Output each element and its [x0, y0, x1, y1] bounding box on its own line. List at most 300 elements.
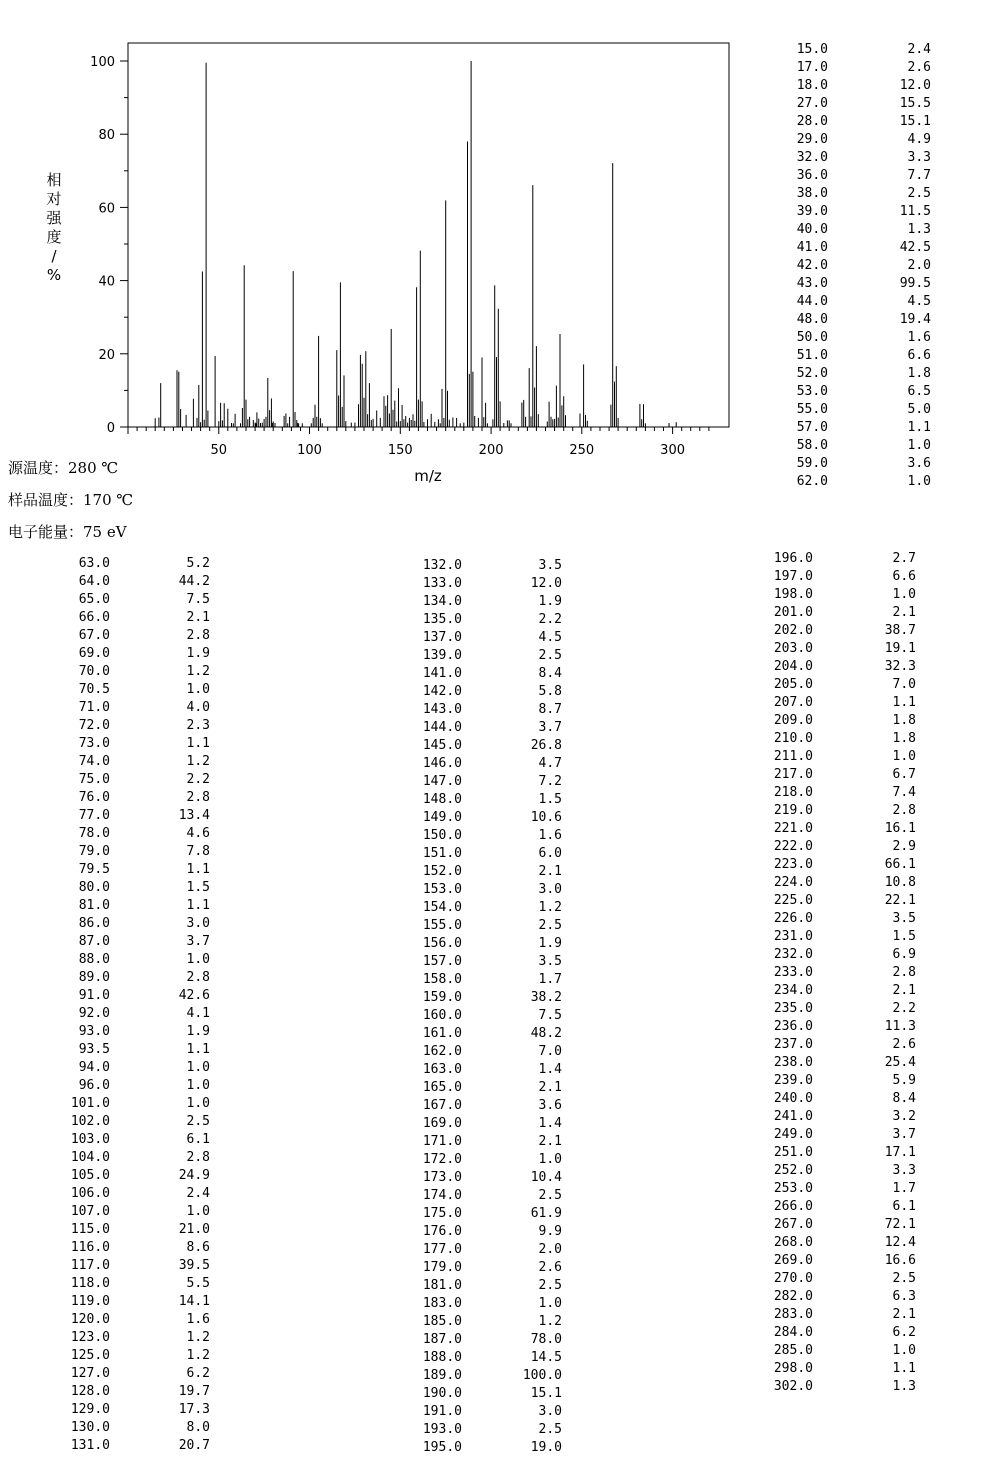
mz-value: 50.0 [796, 330, 828, 345]
mz-value: 191.0 [422, 1404, 462, 1419]
intensity-value: 1.1 [186, 736, 210, 751]
intensity-value: 12.4 [884, 1235, 916, 1250]
mz-value: 156.0 [422, 936, 462, 951]
mz-value: 75.0 [78, 772, 110, 787]
mz-value: 42.0 [796, 258, 828, 273]
intensity-value: 7.8 [186, 844, 210, 859]
mz-value: 253.0 [773, 1181, 813, 1196]
intensity-value: 3.0 [186, 916, 210, 931]
mz-value: 185.0 [422, 1314, 462, 1329]
intensity-value: 6.7 [892, 767, 916, 782]
mz-value: 268.0 [773, 1235, 813, 1250]
y-axis-title-char: 度 [46, 228, 62, 246]
electron-energy: 电子能量：75 eV [8, 523, 127, 541]
intensity-value: 1.1 [186, 898, 210, 913]
y-axis-title-char: 相 [46, 171, 62, 189]
mz-value: 119.0 [70, 1294, 110, 1309]
intensity-value: 2.1 [538, 1134, 562, 1149]
intensity-value: 6.5 [907, 384, 931, 399]
intensity-value: 11.5 [899, 204, 931, 219]
intensity-value: 2.5 [892, 1271, 916, 1286]
mz-value: 38.0 [796, 186, 828, 201]
mz-value: 169.0 [422, 1116, 462, 1131]
intensity-value: 15.1 [899, 114, 931, 129]
mz-value: 153.0 [422, 882, 462, 897]
intensity-value: 78.0 [530, 1332, 562, 1347]
intensity-value: 1.9 [538, 936, 562, 951]
intensity-value: 38.2 [530, 990, 562, 1005]
intensity-value: 25.4 [884, 1055, 916, 1070]
intensity-value: 5.2 [186, 556, 210, 571]
intensity-value: 2.6 [892, 1037, 916, 1052]
mz-value: 222.0 [773, 839, 813, 854]
mz-value: 148.0 [422, 792, 462, 807]
mz-value: 218.0 [773, 785, 813, 800]
intensity-value: 1.7 [538, 972, 562, 987]
mz-value: 142.0 [422, 684, 462, 699]
intensity-value: 2.5 [538, 1422, 562, 1437]
x-tick-label: 250 [569, 443, 595, 458]
intensity-value: 1.4 [538, 1062, 562, 1077]
mz-value: 235.0 [773, 1001, 813, 1016]
intensity-value: 42.6 [178, 988, 210, 1003]
intensity-value: 2.6 [538, 1260, 562, 1275]
intensity-value: 3.2 [892, 1109, 916, 1124]
mz-value: 201.0 [773, 605, 813, 620]
intensity-value: 1.0 [186, 1096, 210, 1111]
intensity-value: 5.8 [538, 684, 562, 699]
mz-value: 66.0 [78, 610, 110, 625]
intensity-value: 6.1 [892, 1199, 916, 1214]
intensity-value: 66.1 [884, 857, 916, 872]
mz-value: 77.0 [78, 808, 110, 823]
intensity-value: 2.5 [538, 1278, 562, 1293]
intensity-value: 3.6 [538, 1098, 562, 1113]
intensity-value: 6.0 [538, 846, 562, 861]
intensity-value: 2.9 [892, 839, 916, 854]
mz-value: 80.0 [78, 880, 110, 895]
intensity-value: 6.6 [892, 569, 916, 584]
mz-value: 267.0 [773, 1217, 813, 1232]
intensity-value: 42.5 [899, 240, 931, 255]
intensity-value: 3.3 [892, 1163, 916, 1178]
intensity-value: 6.9 [892, 947, 916, 962]
intensity-value: 1.9 [538, 594, 562, 609]
intensity-value: 1.1 [892, 695, 916, 710]
intensity-value: 2.8 [892, 965, 916, 980]
intensity-value: 5.0 [907, 402, 931, 417]
intensity-value: 16.6 [884, 1253, 916, 1268]
mz-value: 29.0 [796, 132, 828, 147]
mz-value: 39.0 [796, 204, 828, 219]
intensity-value: 61.9 [530, 1206, 562, 1221]
intensity-value: 12.0 [530, 576, 562, 591]
intensity-value: 1.3 [907, 222, 931, 237]
mz-value: 48.0 [796, 312, 828, 327]
intensity-value: 3.3 [907, 150, 931, 165]
mz-value: 105.0 [70, 1168, 110, 1183]
mz-value: 106.0 [70, 1186, 110, 1201]
mz-value: 172.0 [422, 1152, 462, 1167]
mz-value: 251.0 [773, 1145, 813, 1160]
x-tick-label: 200 [478, 443, 504, 458]
mz-value: 96.0 [78, 1078, 110, 1093]
mz-value: 102.0 [70, 1114, 110, 1129]
mz-value: 51.0 [796, 348, 828, 363]
intensity-value: 5.5 [186, 1276, 210, 1291]
mz-value: 165.0 [422, 1080, 462, 1095]
intensity-value: 2.5 [538, 918, 562, 933]
mz-value: 181.0 [422, 1278, 462, 1293]
intensity-value: 1.9 [186, 646, 210, 661]
mz-value: 40.0 [796, 222, 828, 237]
intensity-value: 1.8 [907, 366, 931, 381]
mz-value: 55.0 [796, 402, 828, 417]
intensity-value: 4.7 [538, 756, 562, 771]
mz-value: 232.0 [773, 947, 813, 962]
mz-value: 44.0 [796, 294, 828, 309]
mz-value: 207.0 [773, 695, 813, 710]
mz-value: 224.0 [773, 875, 813, 890]
intensity-value: 3.6 [907, 456, 931, 471]
intensity-value: 2.1 [186, 610, 210, 625]
intensity-value: 10.8 [884, 875, 916, 890]
intensity-value: 4.6 [186, 826, 210, 841]
intensity-value: 1.2 [186, 664, 210, 679]
mz-value: 236.0 [773, 1019, 813, 1034]
intensity-value: 5.9 [892, 1073, 916, 1088]
mz-value: 120.0 [70, 1312, 110, 1327]
mz-value: 209.0 [773, 713, 813, 728]
mz-value: 177.0 [422, 1242, 462, 1257]
x-tick-label: 100 [297, 443, 322, 458]
intensity-value: 14.5 [530, 1350, 562, 1365]
intensity-value: 4.0 [186, 700, 210, 715]
intensity-value: 6.6 [907, 348, 931, 363]
mz-value: 62.0 [796, 474, 828, 489]
y-axis [90, 55, 128, 436]
intensity-value: 13.4 [178, 808, 210, 823]
intensity-value: 2.1 [538, 864, 562, 879]
mz-value: 234.0 [773, 983, 813, 998]
intensity-value: 1.8 [892, 713, 916, 728]
mz-value: 183.0 [422, 1296, 462, 1311]
mz-value: 127.0 [70, 1366, 110, 1381]
intensity-value: 3.5 [892, 911, 916, 926]
mz-value: 217.0 [773, 767, 813, 782]
x-tick-label: 300 [660, 443, 686, 458]
intensity-value: 2.5 [907, 186, 931, 201]
mz-value: 92.0 [78, 1006, 110, 1021]
intensity-value: 12.0 [899, 78, 931, 93]
intensity-value: 2.5 [186, 1114, 210, 1129]
intensity-value: 22.1 [884, 893, 916, 908]
mz-value: 155.0 [422, 918, 462, 933]
mz-value: 117.0 [70, 1258, 110, 1273]
mz-value: 283.0 [773, 1307, 813, 1322]
intensity-value: 8.0 [186, 1420, 210, 1435]
intensity-value: 1.0 [907, 438, 931, 453]
intensity-value: 2.8 [186, 790, 210, 805]
mz-value: 226.0 [773, 911, 813, 926]
mz-value: 131.0 [70, 1438, 110, 1453]
mz-value: 91.0 [78, 988, 110, 1003]
intensity-value: 11.3 [884, 1019, 916, 1034]
mz-value: 107.0 [70, 1204, 110, 1219]
mz-value: 79.5 [78, 862, 110, 877]
mz-value: 189.0 [422, 1368, 462, 1383]
intensity-value: 1.5 [892, 929, 916, 944]
intensity-value: 2.8 [186, 970, 210, 985]
mz-value: 167.0 [422, 1098, 462, 1113]
mz-value: 163.0 [422, 1062, 462, 1077]
mz-value: 79.0 [78, 844, 110, 859]
mz-value: 159.0 [422, 990, 462, 1005]
mz-value: 89.0 [78, 970, 110, 985]
sample-temperature: 样品温度：170 ℃ [8, 491, 134, 509]
intensity-value: 1.5 [538, 792, 562, 807]
mz-value: 137.0 [422, 630, 462, 645]
mz-value: 237.0 [773, 1037, 813, 1052]
intensity-value: 4.9 [907, 132, 931, 147]
intensity-value: 2.8 [186, 1150, 210, 1165]
intensity-value: 3.5 [538, 558, 562, 573]
mz-value: 128.0 [70, 1384, 110, 1399]
intensity-value: 16.1 [884, 821, 916, 836]
mz-value: 103.0 [70, 1132, 110, 1147]
intensity-value: 38.7 [884, 623, 916, 638]
intensity-value: 2.1 [892, 605, 916, 620]
intensity-value: 7.0 [538, 1044, 562, 1059]
intensity-value: 1.0 [538, 1152, 562, 1167]
mz-value: 139.0 [422, 648, 462, 663]
mz-value: 141.0 [422, 666, 462, 681]
mz-value: 93.5 [78, 1042, 110, 1057]
intensity-value: 1.5 [186, 880, 210, 895]
intensity-value: 2.0 [907, 258, 931, 273]
mz-value: 241.0 [773, 1109, 813, 1124]
mz-value: 41.0 [796, 240, 828, 255]
mz-value: 76.0 [78, 790, 110, 805]
mz-value: 63.0 [78, 556, 110, 571]
intensity-value: 1.1 [907, 420, 931, 435]
intensity-value: 26.8 [530, 738, 562, 753]
mz-value: 88.0 [78, 952, 110, 967]
intensity-value: 2.3 [186, 718, 210, 733]
intensity-value: 1.0 [186, 682, 210, 697]
spectrum-peaks [155, 61, 676, 427]
intensity-value: 15.1 [530, 1386, 562, 1401]
intensity-value: 39.5 [178, 1258, 210, 1273]
mz-value: 144.0 [422, 720, 462, 735]
mz-value: 221.0 [773, 821, 813, 836]
mz-value: 64.0 [78, 574, 110, 589]
mz-value: 160.0 [422, 1008, 462, 1023]
mz-value: 146.0 [422, 756, 462, 771]
mz-value: 205.0 [773, 677, 813, 692]
intensity-value: 1.0 [538, 1296, 562, 1311]
intensity-value: 44.2 [178, 574, 210, 589]
intensity-value: 6.1 [186, 1132, 210, 1147]
mz-value: 145.0 [422, 738, 462, 753]
mz-value: 173.0 [422, 1170, 462, 1185]
intensity-value: 7.5 [186, 592, 210, 607]
mz-value: 101.0 [70, 1096, 110, 1111]
mz-value: 115.0 [70, 1222, 110, 1237]
mz-value: 285.0 [773, 1343, 813, 1358]
mz-value: 171.0 [422, 1134, 462, 1149]
intensity-value: 2.8 [892, 803, 916, 818]
mz-value: 94.0 [78, 1060, 110, 1075]
intensity-value: 3.7 [186, 934, 210, 949]
intensity-value: 4.5 [907, 294, 931, 309]
mz-value: 150.0 [422, 828, 462, 843]
intensity-value: 1.4 [538, 1116, 562, 1131]
intensity-value: 15.5 [899, 96, 931, 111]
intensity-value: 8.6 [186, 1240, 210, 1255]
intensity-value: 1.0 [892, 1343, 916, 1358]
mz-value: 53.0 [796, 384, 828, 399]
intensity-value: 8.4 [538, 666, 562, 681]
mz-value: 130.0 [70, 1420, 110, 1435]
x-axis-title: m/z [414, 467, 442, 485]
mz-value: 123.0 [70, 1330, 110, 1345]
mz-value: 203.0 [773, 641, 813, 656]
intensity-value: 2.1 [892, 1307, 916, 1322]
y-tick-label: 40 [98, 274, 115, 290]
mz-value: 282.0 [773, 1289, 813, 1304]
intensity-value: 7.5 [538, 1008, 562, 1023]
intensity-value: 17.1 [884, 1145, 916, 1160]
x-tick-label: 150 [387, 443, 413, 458]
intensity-value: 7.7 [907, 168, 931, 183]
mz-value: 233.0 [773, 965, 813, 980]
intensity-value: 6.2 [186, 1366, 210, 1381]
mz-value: 15.0 [796, 42, 828, 57]
mz-value: 132.0 [422, 558, 462, 573]
mz-value: 270.0 [773, 1271, 813, 1286]
mz-value: 193.0 [422, 1422, 462, 1437]
mz-value: 154.0 [422, 900, 462, 915]
intensity-value: 2.8 [186, 628, 210, 643]
mz-value: 176.0 [422, 1224, 462, 1239]
mz-value: 179.0 [422, 1260, 462, 1275]
intensity-value: 3.5 [538, 954, 562, 969]
mz-value: 152.0 [422, 864, 462, 879]
intensity-value: 1.0 [892, 587, 916, 602]
intensity-value: 1.0 [907, 474, 931, 489]
mz-value: 32.0 [796, 150, 828, 165]
mz-value: 161.0 [422, 1026, 462, 1041]
mz-value: 223.0 [773, 857, 813, 872]
intensity-value: 1.6 [538, 828, 562, 843]
intensity-value: 14.1 [178, 1294, 210, 1309]
y-tick-label: 80 [98, 128, 115, 144]
mz-value: 190.0 [422, 1386, 462, 1401]
mz-value: 269.0 [773, 1253, 813, 1268]
mz-value: 65.0 [78, 592, 110, 607]
mz-value: 73.0 [78, 736, 110, 751]
intensity-value: 7.0 [892, 677, 916, 692]
intensity-value: 2.5 [538, 1188, 562, 1203]
intensity-value: 1.1 [892, 1361, 916, 1376]
mz-value: 147.0 [422, 774, 462, 789]
y-axis-title-char: / [51, 247, 57, 265]
intensity-value: 1.8 [892, 731, 916, 746]
intensity-value: 2.6 [907, 60, 931, 75]
mz-value: 86.0 [78, 916, 110, 931]
intensity-value: 7.4 [892, 785, 916, 800]
intensity-value: 2.0 [538, 1242, 562, 1257]
intensity-value: 72.1 [884, 1217, 916, 1232]
intensity-value: 1.9 [186, 1024, 210, 1039]
intensity-value: 99.5 [899, 276, 931, 291]
mz-value: 210.0 [773, 731, 813, 746]
mz-value: 266.0 [773, 1199, 813, 1214]
mz-value: 17.0 [796, 60, 828, 75]
intensity-value: 1.2 [186, 1330, 210, 1345]
intensity-value: 19.4 [899, 312, 931, 327]
intensity-value: 2.7 [892, 551, 916, 566]
source-temperature: 源温度：280 ℃ [8, 459, 119, 477]
mz-value: 187.0 [422, 1332, 462, 1347]
intensity-value: 2.2 [538, 612, 562, 627]
y-tick-label: 20 [98, 347, 115, 363]
mz-value: 18.0 [796, 78, 828, 93]
intensity-value: 1.7 [892, 1181, 916, 1196]
mz-value: 175.0 [422, 1206, 462, 1221]
y-axis-title [46, 171, 62, 284]
intensity-value: 2.4 [186, 1186, 210, 1201]
intensity-value: 1.6 [907, 330, 931, 345]
mz-value: 70.0 [78, 664, 110, 679]
y-axis-title-char: % [46, 266, 62, 284]
mz-value: 225.0 [773, 893, 813, 908]
mz-value: 93.0 [78, 1024, 110, 1039]
mz-value: 204.0 [773, 659, 813, 674]
mz-value: 202.0 [773, 623, 813, 638]
intensity-value: 1.0 [186, 952, 210, 967]
intensity-value: 3.7 [892, 1127, 916, 1142]
mz-value: 134.0 [422, 594, 462, 609]
intensity-value: 17.3 [178, 1402, 210, 1417]
intensity-value: 19.7 [178, 1384, 210, 1399]
mz-value: 211.0 [773, 749, 813, 764]
intensity-value: 3.7 [538, 720, 562, 735]
intensity-value: 1.2 [186, 754, 210, 769]
intensity-value: 1.3 [892, 1379, 916, 1394]
intensity-value: 10.4 [530, 1170, 562, 1185]
mz-value: 284.0 [773, 1325, 813, 1340]
intensity-value: 7.2 [538, 774, 562, 789]
intensity-value: 1.1 [186, 862, 210, 877]
mz-value: 78.0 [78, 826, 110, 841]
intensity-value: 3.0 [538, 882, 562, 897]
mz-value: 52.0 [796, 366, 828, 381]
mz-value: 151.0 [422, 846, 462, 861]
intensity-value: 10.6 [530, 810, 562, 825]
mz-value: 197.0 [773, 569, 813, 584]
mz-value: 58.0 [796, 438, 828, 453]
intensity-value: 2.1 [892, 983, 916, 998]
mz-value: 188.0 [422, 1350, 462, 1365]
mz-value: 198.0 [773, 587, 813, 602]
mz-value: 27.0 [796, 96, 828, 111]
mz-value: 43.0 [796, 276, 828, 291]
mz-value: 158.0 [422, 972, 462, 987]
mass-spectrum-chart [0, 0, 760, 490]
mz-value: 231.0 [773, 929, 813, 944]
